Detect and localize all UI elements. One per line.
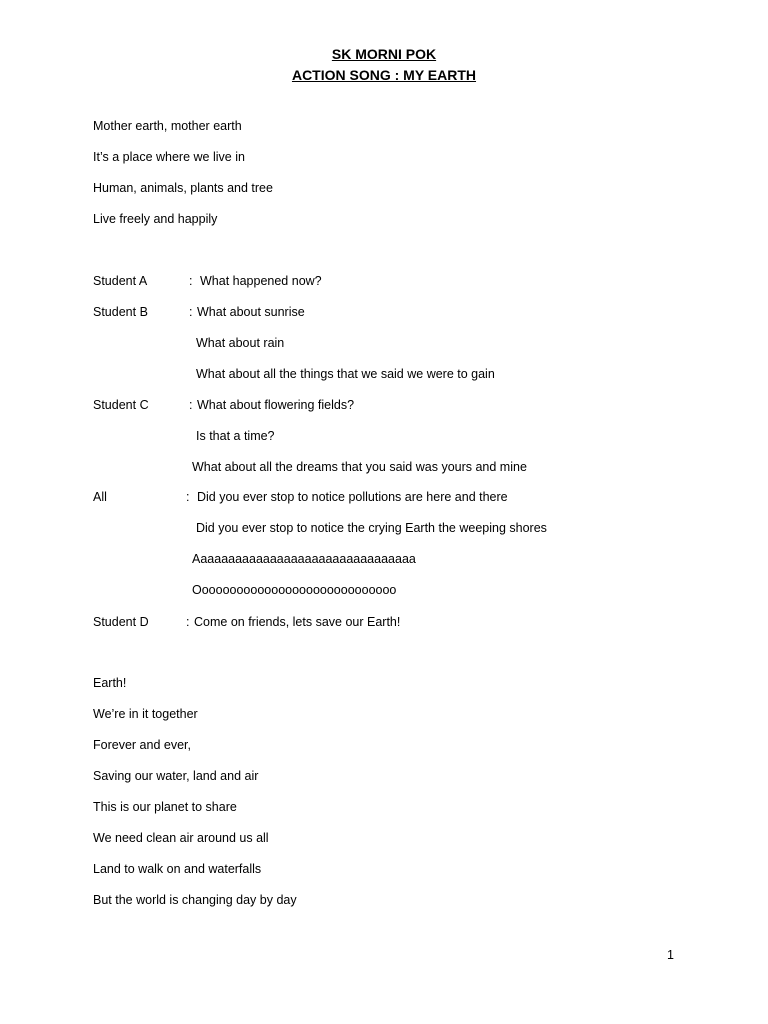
dialogue-text: Did you ever stop to notice pollutions are here and there (197, 490, 508, 504)
dialogue-text: What about flowering fields? (197, 398, 355, 412)
dialogue-text: Ooooooooooooooooooooooooooooo (192, 583, 397, 597)
dialogue-text: Is that a time? (196, 429, 275, 443)
verse2-line: Saving our water, land and air (93, 769, 259, 783)
verse1-line: Human, animals, plants and tree (93, 181, 273, 195)
verse1-line: Mother earth, mother earth (93, 119, 242, 133)
verse2-line: We need clean air around us all (93, 831, 269, 845)
verse1-line: Live freely and happily (93, 212, 218, 226)
speaker-label: Student A (93, 274, 148, 288)
verse2-line: This is our planet to share (93, 800, 237, 814)
verse2-line: Land to walk on and waterfalls (93, 862, 262, 876)
school-name: SK MORNI POK (331, 46, 437, 62)
speaker-colon: : (189, 305, 193, 319)
page-number: 1 (667, 948, 674, 962)
dialogue-text: Did you ever stop to notice the crying Earth the weeping shores (196, 521, 547, 535)
speaker-label: Student C (93, 398, 149, 412)
dialogue-text: Aaaaaaaaaaaaaaaaaaaaaaaaaaaaaaaa (192, 552, 416, 566)
speaker-colon: : (189, 398, 193, 412)
verse2-line: Earth! (93, 676, 127, 690)
speaker-label: Student B (93, 305, 148, 319)
verse2-line: But the world is changing day by day (93, 893, 297, 907)
dialogue-text: What about sunrise (197, 305, 305, 319)
speaker-colon: : (189, 274, 193, 288)
dialogue-text: Come on friends, lets save our Earth! (194, 615, 401, 629)
dialogue-text: What about all the things that we said we were to gain (196, 367, 495, 381)
dialogue-text: What about rain (196, 336, 285, 350)
verse2-line: We’re in it together (93, 707, 198, 721)
verse2-line: Forever and ever, (93, 738, 191, 752)
song-title: ACTION SONG : MY EARTH (291, 67, 477, 83)
speaker-label: All (93, 490, 107, 504)
speaker-label: Student D (93, 615, 149, 629)
verse1-line: It’s a place where we live in (93, 150, 245, 164)
speaker-colon: : (186, 615, 190, 629)
dialogue-text: What about all the dreams that you said was yours and mine (192, 460, 527, 474)
dialogue-text: What happened now? (200, 274, 322, 288)
speaker-colon: : (186, 490, 190, 504)
